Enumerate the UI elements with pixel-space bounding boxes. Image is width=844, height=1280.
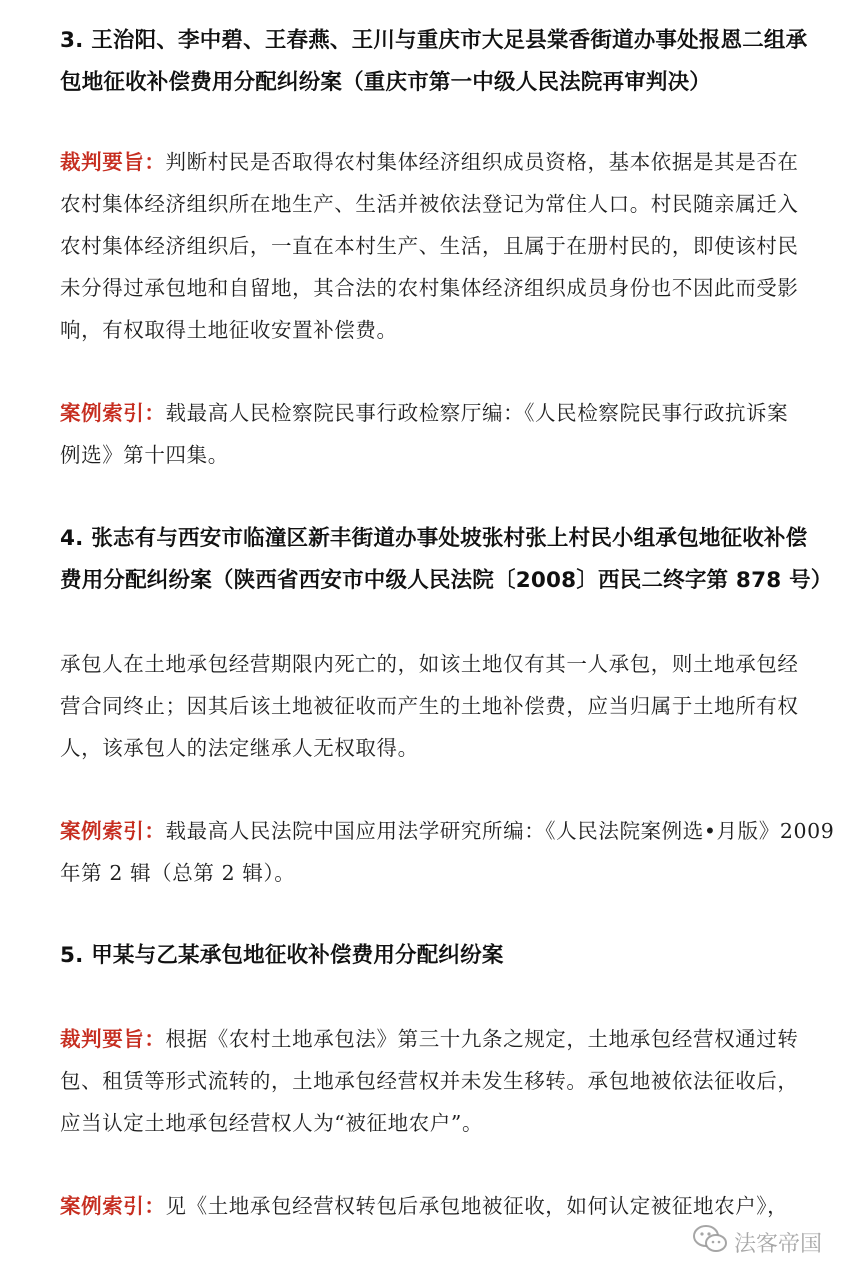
ruling-text: 根据《农村土地承包法》第三十九条之规定，土地承包经营权通过转 — [165, 1027, 799, 1051]
case-5-title — [60, 935, 805, 977]
case-3-index — [60, 392, 805, 476]
ruling-text: 包、租赁等形式流转的，土地承包经营权并未发生移转。承包地被依法征收后， — [60, 1069, 799, 1093]
ruling-label: 裁判要旨： — [60, 150, 166, 174]
case-5-index — [60, 1185, 805, 1227]
case-4-index — [60, 810, 835, 894]
index-label: 案例索引： — [60, 401, 166, 425]
wechat-icon — [692, 1224, 728, 1260]
index-text: 载最高人民检察院民事行政检察厅编：《人民检察院民事行政抗诉案 — [165, 401, 789, 425]
case-3-title-line: 3. 王治阳、李中碧、王春燕、王川与重庆市大足县棠香街道办事处报恩二组承 — [60, 28, 808, 53]
watermark-text: 法客帝国 — [733, 1231, 822, 1257]
index-label: 案例索引： — [60, 819, 166, 843]
ruling-text: 农村集体经济组织所在地生产、生活并被依法登记为常住人口。村民随亲属迁入 — [60, 192, 799, 216]
case-4-title-line: 4. 张志有与西安市临潼区新丰街道办事处坡张村张上村民小组承包地征收补偿 — [60, 526, 808, 551]
case-4-body — [60, 643, 805, 769]
index-text: 载最高人民法院中国应用法学研究所编：《人民法院案例选•月版》2009 — [165, 819, 835, 843]
body-text: 营合同终止；因其后该土地被征收而产生的土地补偿费，应当归属于土地所有权 — [60, 694, 799, 718]
case-5-ruling — [60, 1018, 805, 1144]
index-text: 年第 2 辑（总第 2 辑）。 — [60, 861, 296, 885]
ruling-text: 农村集体经济组织后，一直在本村生产、生活，且属于在册村民的，即使该村民 — [60, 234, 799, 258]
index-label: 案例索引： — [60, 1194, 166, 1218]
case-4-title-line: 费用分配纠纷案（陕西省西安市中级人民法院〔2008〕西民二终字第 878 号） — [60, 568, 833, 593]
watermark — [692, 1224, 822, 1260]
index-text: 例选》第十四集。 — [60, 443, 229, 467]
case-3-ruling — [60, 141, 805, 351]
case-3-title — [60, 20, 808, 104]
case-4-title — [60, 518, 833, 602]
index-text: 见《土地承包经营权转包后承包地被征收，如何认定被征地农户》， — [165, 1194, 789, 1218]
ruling-label: 裁判要旨： — [60, 1027, 166, 1051]
ruling-text: 响，有权取得土地征收安置补偿费。 — [60, 318, 398, 342]
case-3-title-line: 包地征收补偿费用分配纠纷案（重庆市第一中级人民法院再审判决） — [60, 70, 712, 95]
body-text: 承包人在土地承包经营期限内死亡的，如该土地仅有其一人承包，则土地承包经 — [60, 652, 799, 676]
ruling-text: 应当认定土地承包经营权人为“被征地农户”。 — [60, 1111, 484, 1135]
ruling-text: 判断村民是否取得农村集体经济组织成员资格，基本依据是其是否在 — [165, 150, 799, 174]
case-5-title-line: 5. 甲某与乙某承包地征收补偿费用分配纠纷案 — [60, 943, 504, 968]
ruling-text: 未分得过承包地和自留地，其合法的农村集体经济组织成员身份也不因此而受影 — [60, 276, 799, 300]
body-text: 人，该承包人的法定继承人无权取得。 — [60, 736, 419, 760]
